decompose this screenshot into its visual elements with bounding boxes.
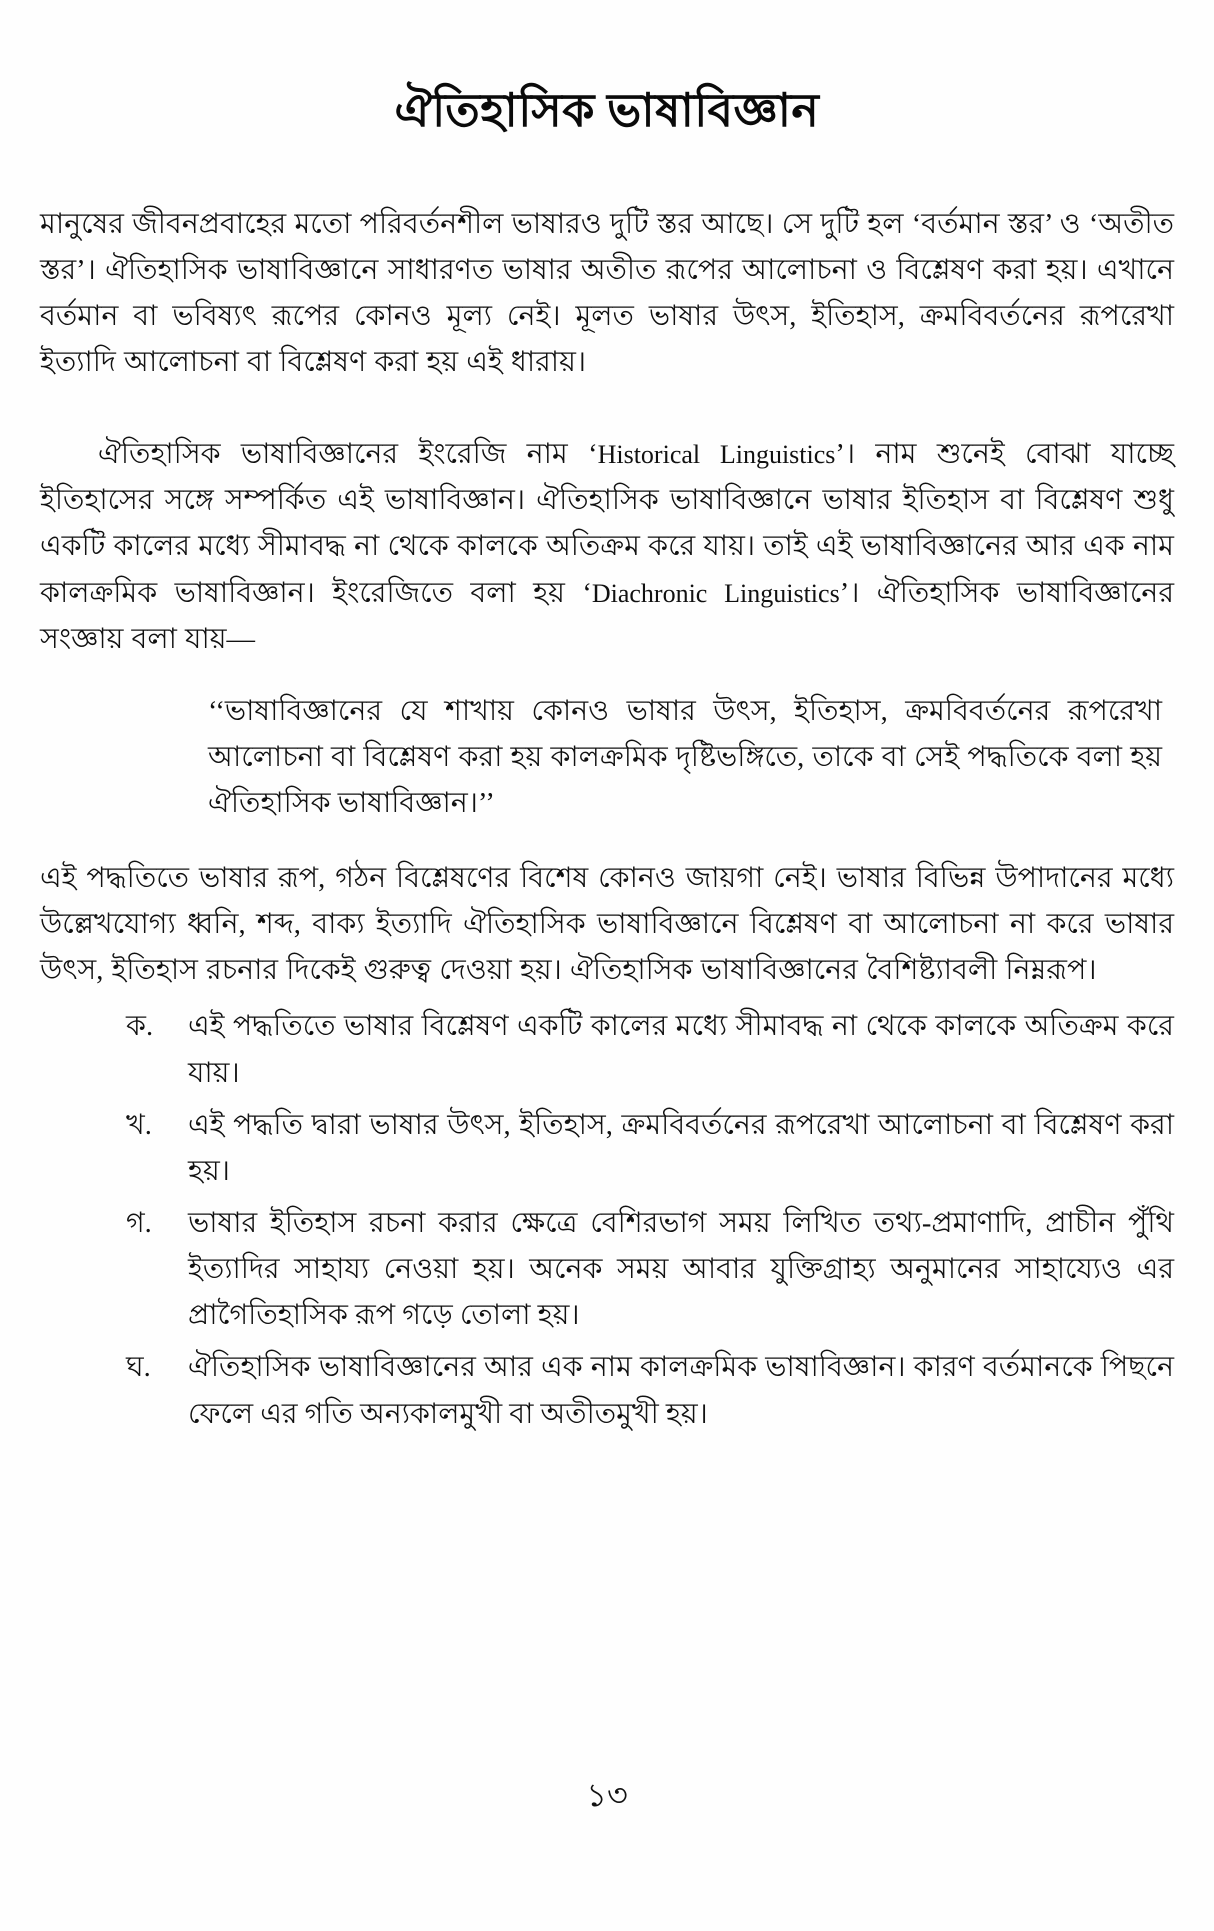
page-title: ঐতিহাসিক ভাষাবিজ্ঞান <box>394 85 820 136</box>
list-item <box>40 1345 1174 1437</box>
list-item-marker: ক. <box>126 1011 154 1043</box>
paragraph-2-segment-1: ঐতিহাসিক ভাষাবিজ্ঞানের ইংরেজি নাম ‘ <box>98 439 598 471</box>
list-item-marker: ঘ. <box>126 1352 151 1384</box>
list-item-text: ঐতিহাসিক ভাষাবিজ্ঞানের আর এক নাম কালক্রমিক ভাষাবিজ্ঞান। কারণ বর্তমানকে পিছনে ফেলে এর গতি অন্যকালমুখী বা অতীতমুখী হয়। <box>188 1352 1174 1430</box>
list-item <box>40 1103 1174 1195</box>
list-item <box>40 1004 1174 1096</box>
characteristics-list <box>40 1004 1174 1437</box>
paragraph-2 <box>40 432 1174 663</box>
paragraph-3: এই পদ্ধতিতে ভাষার রূপ, গঠন বিশ্লেষণের বিশেষ কোনও জায়গা নেই। ভাষার বিভিন্ন উপাদানের মধ্যে উল্লেখযোগ্য ধ্বনি, শব্দ, বাক্য ইত্যাদি ঐতিহাসিক ভাষাবিজ্ঞানে বিশ্লেষণ বা আলোচনা না করে ভাষার উৎস, ইতিহাস রচনার দিকেই গুরুত্ব দেওয়া হয়। ঐতিহাসিক ভাষাবিজ্ঞানের বৈশিষ্ট্যাবলী নিম্নরূপ। <box>40 862 1174 987</box>
list-item-text: এই পদ্ধতি দ্বারা ভাষার উৎস, ইতিহাস, ক্রমবিবর্তনের রূপরেখা আলোচনা বা বিশ্লেষণ করা হয়। <box>188 1109 1174 1187</box>
list-item-text: ভাষার ইতিহাস রচনা করার ক্ষেত্রে বেশিরভাগ সময় লিখিত তথ্য-প্রমাণাদি, প্রাচীন পুঁথি ইত্যাদির সাহায্য নেওয়া হয়। অনেক সময় আবার যুক্তিগ্রাহ্য অনুমানের সাহায্যেও এর প্রাগৈতিহাসিক রূপ গড়ে তোলা হয়। <box>188 1207 1174 1332</box>
page-number: ১৩ <box>586 1777 628 1813</box>
list-item-marker: খ. <box>126 1109 152 1141</box>
list-item-marker: গ. <box>126 1207 152 1239</box>
english-term-diachronic-linguistics: Diachronic Linguistics <box>591 578 840 608</box>
definition-quote: ‘‘ভাষাবিজ্ঞানের যে শাখায় কোনও ভাষার উৎস, ইতিহাস, ক্রমবিবর্তনের রূপরেখা আলোচনা বা বিশ্লেষণ করা হয় কালক্রমিক দৃষ্টিভঙ্গিতে, তাকে বা সেই পদ্ধতিকে বলা হয় ঐতিহাসিক ভাষাবিজ্ঞান।’’ <box>208 695 1162 820</box>
list-item <box>40 1201 1174 1339</box>
paragraph-2-segment-2: ’। নাম শুনেই বোঝা যাচ্ছে ইতিহাসের সঙ্গে সম্পর্কিত এই ভাষাবিজ্ঞান। ঐতিহাসিক ভাষাবিজ্ঞানে ভাষার ইতিহাস বা বিশ্লেষণ শুধু একটি কালের মধ্যে সীমাবদ্ধ না থেকে কালকে অতিক্রম করে যায়। তাই এই ভাষাবিজ্ঞানের আর এক নাম কালক্রমিক ভাষাবিজ্ঞান। ইংরেজিতে বলা হয় ‘ <box>40 439 1174 609</box>
page-content <box>40 0 1174 1931</box>
paragraph-2-segment-3: ’। ঐতিহাসিক ভাষাবিজ্ঞানের সংজ্ঞায় বলা যায়— <box>40 577 1174 655</box>
paragraph-1: মানুষের জীবনপ্রবাহের মতো পরিবর্তনশীল ভাষারও দুটি স্তর আছে। সে দুটি হল ‘বর্তমান স্তর’ ও ‘অতীত স্তর’। ঐতিহাসিক ভাষাবিজ্ঞানে সাধারণত ভাষার অতীত রূপের আলোচনা ও বিশ্লেষণ করা হয়। এখানে বর্তমান বা ভবিষ্যৎ রূপের কোনও মূল্য নেই। মূলত ভাষার উৎস, ইতিহাস, ক্রমবিবর্তনের রূপরেখা ইত্যাদি আলোচনা বা বিশ্লেষণ করা হয় এই ধারায়। <box>40 208 1174 378</box>
english-term-historical-linguistics: Historical Linguistics <box>597 440 836 470</box>
list-item-text: এই পদ্ধতিতে ভাষার বিশ্লেষণ একটি কালের মধ্যে সীমাবদ্ধ না থেকে কালকে অতিক্রম করে যায়। <box>188 1011 1174 1089</box>
